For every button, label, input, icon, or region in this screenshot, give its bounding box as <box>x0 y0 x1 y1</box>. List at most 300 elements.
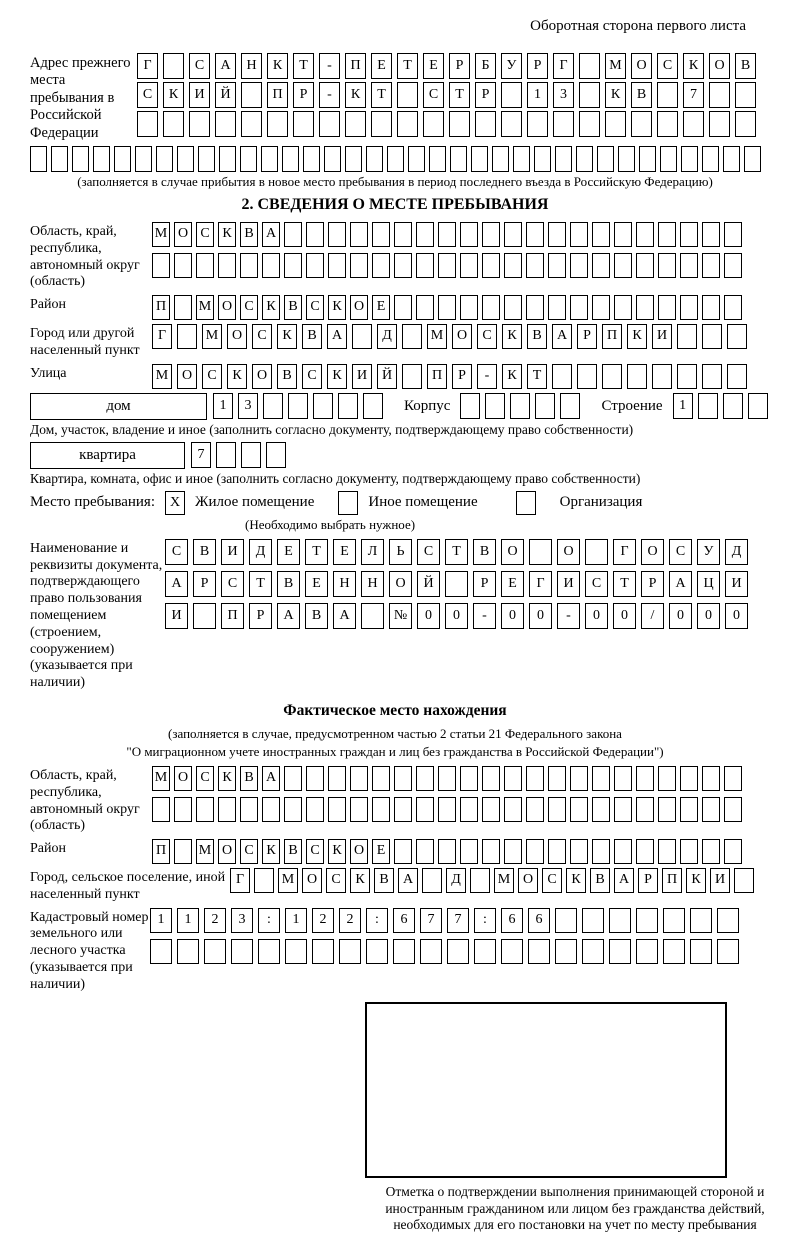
char-cell[interactable] <box>702 324 722 349</box>
char-cell[interactable]: 7 <box>191 442 211 468</box>
char-cell[interactable] <box>397 111 418 137</box>
char-cell[interactable] <box>618 146 635 172</box>
char-cell[interactable] <box>460 253 478 278</box>
char-cell[interactable]: И <box>710 868 730 893</box>
char-cell[interactable] <box>460 393 480 419</box>
char-cell[interactable] <box>702 839 720 864</box>
char-cell[interactable] <box>570 253 588 278</box>
char-cell[interactable]: В <box>240 222 258 247</box>
char-cell[interactable]: 0 <box>613 603 636 629</box>
char-cell[interactable] <box>548 797 566 822</box>
char-cell[interactable]: 1 <box>673 393 693 419</box>
char-cell[interactable] <box>702 766 720 791</box>
char-cell[interactable] <box>306 797 324 822</box>
char-cell[interactable]: Т <box>305 539 328 565</box>
char-cell[interactable]: - <box>319 53 340 79</box>
char-cell[interactable]: А <box>262 222 280 247</box>
char-cell[interactable]: О <box>501 539 524 565</box>
char-cell[interactable] <box>658 797 676 822</box>
char-cell[interactable]: О <box>218 839 236 864</box>
char-cell[interactable] <box>262 253 280 278</box>
char-cell[interactable]: С <box>306 295 324 320</box>
char-cell[interactable] <box>156 146 173 172</box>
char-cell[interactable]: К <box>327 364 347 389</box>
char-cell[interactable] <box>614 797 632 822</box>
char-cell[interactable] <box>548 222 566 247</box>
char-cell[interactable]: Р <box>638 868 658 893</box>
char-cell[interactable] <box>501 111 522 137</box>
char-cell[interactable] <box>534 146 551 172</box>
char-cell[interactable] <box>363 393 383 419</box>
char-cell[interactable]: И <box>652 324 672 349</box>
char-cell[interactable]: 3 <box>553 82 574 108</box>
char-cell[interactable]: В <box>374 868 394 893</box>
char-cell[interactable] <box>702 222 720 247</box>
char-cell[interactable]: У <box>501 53 522 79</box>
char-cell[interactable]: 7 <box>683 82 704 108</box>
char-cell[interactable] <box>727 364 747 389</box>
char-cell[interactable] <box>328 253 346 278</box>
char-cell[interactable]: Р <box>475 82 496 108</box>
char-cell[interactable] <box>614 839 632 864</box>
char-cell[interactable] <box>402 364 422 389</box>
char-cell[interactable]: А <box>327 324 347 349</box>
char-cell[interactable]: П <box>267 82 288 108</box>
char-cell[interactable] <box>657 82 678 108</box>
char-cell[interactable] <box>482 222 500 247</box>
char-cell[interactable] <box>605 111 626 137</box>
char-cell[interactable] <box>30 146 47 172</box>
char-cell[interactable]: Т <box>445 539 468 565</box>
char-cell[interactable] <box>658 253 676 278</box>
char-cell[interactable]: О <box>174 222 192 247</box>
char-cell[interactable] <box>394 222 412 247</box>
char-cell[interactable] <box>241 442 261 468</box>
char-cell[interactable]: О <box>557 539 580 565</box>
char-cell[interactable] <box>702 253 720 278</box>
char-cell[interactable]: Ц <box>697 571 720 597</box>
char-cell[interactable] <box>416 295 434 320</box>
char-cell[interactable] <box>338 393 358 419</box>
char-cell[interactable] <box>135 146 152 172</box>
char-cell[interactable] <box>639 146 656 172</box>
char-cell[interactable]: Р <box>449 53 470 79</box>
char-cell[interactable] <box>258 939 280 964</box>
char-cell[interactable]: К <box>502 364 522 389</box>
char-cell[interactable]: Ь <box>389 539 412 565</box>
char-cell[interactable]: К <box>262 839 280 864</box>
char-cell[interactable]: : <box>366 908 388 933</box>
char-cell[interactable]: Р <box>293 82 314 108</box>
char-cell[interactable] <box>284 766 302 791</box>
char-cell[interactable] <box>658 222 676 247</box>
char-cell[interactable]: И <box>725 571 748 597</box>
char-cell[interactable] <box>698 393 718 419</box>
char-cell[interactable]: С <box>252 324 272 349</box>
char-cell[interactable] <box>306 766 324 791</box>
char-cell[interactable]: В <box>284 839 302 864</box>
char-cell[interactable]: Т <box>371 82 392 108</box>
char-cell[interactable]: В <box>277 364 297 389</box>
char-cell[interactable] <box>352 324 372 349</box>
char-cell[interactable]: А <box>215 53 236 79</box>
char-cell[interactable] <box>93 146 110 172</box>
char-cell[interactable] <box>585 539 608 565</box>
char-cell[interactable]: № <box>389 603 412 629</box>
char-cell[interactable] <box>658 839 676 864</box>
char-cell[interactable]: К <box>227 364 247 389</box>
char-cell[interactable]: Б <box>475 53 496 79</box>
char-cell[interactable] <box>724 222 742 247</box>
char-cell[interactable]: Е <box>372 839 390 864</box>
char-cell[interactable] <box>137 111 158 137</box>
char-cell[interactable]: О <box>641 539 664 565</box>
char-cell[interactable] <box>677 364 697 389</box>
char-cell[interactable] <box>724 839 742 864</box>
char-cell[interactable]: А <box>333 603 356 629</box>
char-cell[interactable]: О <box>177 364 197 389</box>
char-cell[interactable]: Т <box>449 82 470 108</box>
char-cell[interactable]: С <box>137 82 158 108</box>
char-cell[interactable] <box>240 797 258 822</box>
char-cell[interactable]: С <box>657 53 678 79</box>
char-cell[interactable] <box>614 766 632 791</box>
char-cell[interactable] <box>328 222 346 247</box>
char-cell[interactable] <box>193 603 216 629</box>
char-cell[interactable] <box>394 839 412 864</box>
char-cell[interactable] <box>570 222 588 247</box>
char-cell[interactable] <box>345 111 366 137</box>
char-cell[interactable]: В <box>305 603 328 629</box>
char-cell[interactable] <box>681 146 698 172</box>
char-cell[interactable] <box>460 797 478 822</box>
char-cell[interactable] <box>152 253 170 278</box>
char-cell[interactable]: М <box>152 364 172 389</box>
char-cell[interactable]: А <box>614 868 634 893</box>
char-cell[interactable] <box>285 939 307 964</box>
char-cell[interactable]: : <box>258 908 280 933</box>
char-cell[interactable]: К <box>686 868 706 893</box>
char-cell[interactable] <box>636 939 658 964</box>
char-cell[interactable]: П <box>221 603 244 629</box>
char-cell[interactable] <box>219 146 236 172</box>
char-cell[interactable] <box>504 222 522 247</box>
char-cell[interactable] <box>744 146 761 172</box>
char-cell[interactable]: Е <box>372 295 390 320</box>
char-cell[interactable] <box>548 766 566 791</box>
char-cell[interactable] <box>577 364 597 389</box>
char-cell[interactable] <box>504 253 522 278</box>
char-cell[interactable]: Р <box>452 364 472 389</box>
char-cell[interactable] <box>306 253 324 278</box>
char-cell[interactable]: С <box>302 364 322 389</box>
char-cell[interactable] <box>555 146 572 172</box>
char-cell[interactable] <box>717 939 739 964</box>
char-cell[interactable] <box>303 146 320 172</box>
char-cell[interactable] <box>510 393 530 419</box>
char-cell[interactable]: Р <box>473 571 496 597</box>
char-cell[interactable]: 2 <box>312 908 334 933</box>
char-cell[interactable]: 1 <box>213 393 233 419</box>
char-cell[interactable] <box>680 253 698 278</box>
char-cell[interactable] <box>402 324 422 349</box>
char-cell[interactable]: С <box>221 571 244 597</box>
char-cell[interactable] <box>470 868 490 893</box>
char-cell[interactable] <box>504 295 522 320</box>
char-cell[interactable] <box>422 868 442 893</box>
char-cell[interactable]: К <box>683 53 704 79</box>
char-cell[interactable]: О <box>518 868 538 893</box>
char-cell[interactable]: С <box>669 539 692 565</box>
char-cell[interactable] <box>387 146 404 172</box>
char-cell[interactable] <box>350 797 368 822</box>
char-cell[interactable] <box>702 797 720 822</box>
char-cell[interactable]: К <box>345 82 366 108</box>
char-cell[interactable] <box>677 324 697 349</box>
char-cell[interactable] <box>636 839 654 864</box>
char-cell[interactable]: - <box>473 603 496 629</box>
char-cell[interactable] <box>372 766 390 791</box>
char-cell[interactable] <box>241 82 262 108</box>
char-cell[interactable]: 6 <box>501 908 523 933</box>
char-cell[interactable]: В <box>193 539 216 565</box>
char-cell[interactable] <box>460 839 478 864</box>
char-cell[interactable] <box>372 797 390 822</box>
char-cell[interactable]: Е <box>305 571 328 597</box>
char-cell[interactable]: В <box>277 571 300 597</box>
char-cell[interactable] <box>709 82 730 108</box>
char-cell[interactable] <box>526 253 544 278</box>
char-cell[interactable]: Й <box>215 82 236 108</box>
char-cell[interactable] <box>339 939 361 964</box>
char-cell[interactable]: Е <box>371 53 392 79</box>
char-cell[interactable] <box>482 839 500 864</box>
char-cell[interactable] <box>592 222 610 247</box>
char-cell[interactable] <box>240 146 257 172</box>
char-cell[interactable]: А <box>552 324 572 349</box>
char-cell[interactable]: Г <box>137 53 158 79</box>
char-cell[interactable] <box>485 393 505 419</box>
char-cell[interactable] <box>548 253 566 278</box>
char-cell[interactable] <box>560 393 580 419</box>
char-cell[interactable]: М <box>196 839 214 864</box>
char-cell[interactable]: И <box>557 571 580 597</box>
char-cell[interactable] <box>636 295 654 320</box>
char-cell[interactable] <box>614 222 632 247</box>
char-cell[interactable] <box>345 146 362 172</box>
char-cell[interactable]: - <box>319 82 340 108</box>
char-cell[interactable] <box>636 222 654 247</box>
char-cell[interactable]: С <box>423 82 444 108</box>
char-cell[interactable] <box>576 146 593 172</box>
char-cell[interactable] <box>366 146 383 172</box>
char-cell[interactable] <box>438 839 456 864</box>
char-cell[interactable]: М <box>196 295 214 320</box>
char-cell[interactable]: М <box>278 868 298 893</box>
char-cell[interactable] <box>460 766 478 791</box>
char-cell[interactable] <box>501 939 523 964</box>
char-cell[interactable]: 0 <box>445 603 468 629</box>
char-cell[interactable] <box>152 797 170 822</box>
char-cell[interactable] <box>553 111 574 137</box>
char-cell[interactable] <box>416 766 434 791</box>
char-cell[interactable] <box>263 393 283 419</box>
char-cell[interactable] <box>552 364 572 389</box>
char-cell[interactable] <box>724 253 742 278</box>
char-cell[interactable]: С <box>477 324 497 349</box>
char-cell[interactable] <box>420 939 442 964</box>
char-cell[interactable] <box>198 146 215 172</box>
char-cell[interactable] <box>350 253 368 278</box>
char-cell[interactable]: П <box>602 324 622 349</box>
char-cell[interactable]: Т <box>249 571 272 597</box>
char-cell[interactable] <box>597 146 614 172</box>
char-cell[interactable]: Й <box>377 364 397 389</box>
char-cell[interactable]: О <box>218 295 236 320</box>
char-cell[interactable] <box>709 111 730 137</box>
char-cell[interactable] <box>282 146 299 172</box>
char-cell[interactable] <box>328 797 346 822</box>
char-cell[interactable] <box>528 939 550 964</box>
char-cell[interactable] <box>680 766 698 791</box>
char-cell[interactable]: И <box>352 364 372 389</box>
char-cell[interactable] <box>312 939 334 964</box>
char-cell[interactable] <box>204 939 226 964</box>
char-cell[interactable] <box>748 393 768 419</box>
char-cell[interactable]: К <box>350 868 370 893</box>
char-cell[interactable] <box>636 766 654 791</box>
char-cell[interactable]: В <box>590 868 610 893</box>
char-cell[interactable] <box>663 939 685 964</box>
char-cell[interactable]: М <box>152 766 170 791</box>
char-cell[interactable]: В <box>631 82 652 108</box>
char-cell[interactable]: 2 <box>339 908 361 933</box>
char-cell[interactable] <box>529 539 552 565</box>
char-cell[interactable] <box>636 908 658 933</box>
char-cell[interactable] <box>482 295 500 320</box>
char-cell[interactable] <box>393 939 415 964</box>
char-cell[interactable]: К <box>267 53 288 79</box>
char-cell[interactable] <box>284 253 302 278</box>
char-cell[interactable] <box>174 797 192 822</box>
char-cell[interactable] <box>592 253 610 278</box>
char-cell[interactable] <box>570 797 588 822</box>
char-cell[interactable]: 6 <box>393 908 415 933</box>
char-cell[interactable] <box>609 908 631 933</box>
char-cell[interactable] <box>579 53 600 79</box>
char-cell[interactable] <box>535 393 555 419</box>
char-cell[interactable]: К <box>605 82 626 108</box>
char-cell[interactable]: 3 <box>238 393 258 419</box>
char-cell[interactable]: Е <box>277 539 300 565</box>
char-cell[interactable] <box>324 146 341 172</box>
char-cell[interactable] <box>482 766 500 791</box>
char-cell[interactable] <box>445 571 468 597</box>
char-cell[interactable] <box>492 146 509 172</box>
char-cell[interactable]: 1 <box>285 908 307 933</box>
char-cell[interactable] <box>416 253 434 278</box>
char-cell[interactable] <box>397 82 418 108</box>
char-cell[interactable] <box>450 146 467 172</box>
char-cell[interactable] <box>526 222 544 247</box>
char-cell[interactable] <box>724 295 742 320</box>
char-cell[interactable]: П <box>152 295 170 320</box>
char-cell[interactable]: Т <box>527 364 547 389</box>
char-cell[interactable] <box>582 908 604 933</box>
char-cell[interactable]: В <box>735 53 756 79</box>
char-cell[interactable]: Р <box>577 324 597 349</box>
char-cell[interactable] <box>690 939 712 964</box>
char-cell[interactable] <box>636 797 654 822</box>
char-cell[interactable]: Г <box>529 571 552 597</box>
char-cell[interactable]: Г <box>613 539 636 565</box>
char-cell[interactable]: В <box>240 766 258 791</box>
char-cell[interactable] <box>394 766 412 791</box>
char-cell[interactable] <box>438 766 456 791</box>
char-cell[interactable]: К <box>566 868 586 893</box>
char-cell[interactable]: : <box>474 908 496 933</box>
char-cell[interactable]: В <box>527 324 547 349</box>
char-cell[interactable] <box>548 295 566 320</box>
char-cell[interactable]: С <box>306 839 324 864</box>
char-cell[interactable]: 0 <box>501 603 524 629</box>
char-cell[interactable]: П <box>662 868 682 893</box>
char-cell[interactable] <box>163 53 184 79</box>
char-cell[interactable]: С <box>189 53 210 79</box>
char-cell[interactable]: Н <box>241 53 262 79</box>
char-cell[interactable]: У <box>697 539 720 565</box>
char-cell[interactable]: 7 <box>420 908 442 933</box>
char-cell[interactable] <box>447 939 469 964</box>
char-cell[interactable] <box>513 146 530 172</box>
char-cell[interactable] <box>372 253 390 278</box>
char-cell[interactable] <box>592 839 610 864</box>
char-cell[interactable] <box>504 766 522 791</box>
char-cell[interactable]: В <box>284 295 302 320</box>
char-cell[interactable]: Г <box>152 324 172 349</box>
char-cell[interactable] <box>438 797 456 822</box>
char-cell[interactable] <box>218 797 236 822</box>
char-cell[interactable]: 3 <box>231 908 253 933</box>
char-cell[interactable] <box>652 364 672 389</box>
char-cell[interactable] <box>614 295 632 320</box>
char-cell[interactable] <box>266 442 286 468</box>
char-cell[interactable]: Д <box>377 324 397 349</box>
char-cell[interactable]: С <box>585 571 608 597</box>
char-cell[interactable]: 7 <box>447 908 469 933</box>
char-cell[interactable] <box>501 82 522 108</box>
char-cell[interactable] <box>416 222 434 247</box>
char-cell[interactable]: О <box>350 839 368 864</box>
char-cell[interactable] <box>174 839 192 864</box>
char-cell[interactable]: С <box>542 868 562 893</box>
char-cell[interactable] <box>723 146 740 172</box>
char-cell[interactable]: С <box>196 222 214 247</box>
char-cell[interactable]: П <box>427 364 447 389</box>
char-cell[interactable] <box>350 766 368 791</box>
char-cell[interactable]: 0 <box>529 603 552 629</box>
char-cell[interactable] <box>177 146 194 172</box>
char-cell[interactable] <box>293 111 314 137</box>
char-cell[interactable] <box>680 797 698 822</box>
char-cell[interactable] <box>394 253 412 278</box>
char-cell[interactable]: Р <box>249 603 272 629</box>
char-cell[interactable] <box>592 295 610 320</box>
char-cell[interactable] <box>702 364 722 389</box>
char-cell[interactable]: О <box>252 364 272 389</box>
char-cell[interactable] <box>366 939 388 964</box>
char-cell[interactable]: А <box>165 571 188 597</box>
